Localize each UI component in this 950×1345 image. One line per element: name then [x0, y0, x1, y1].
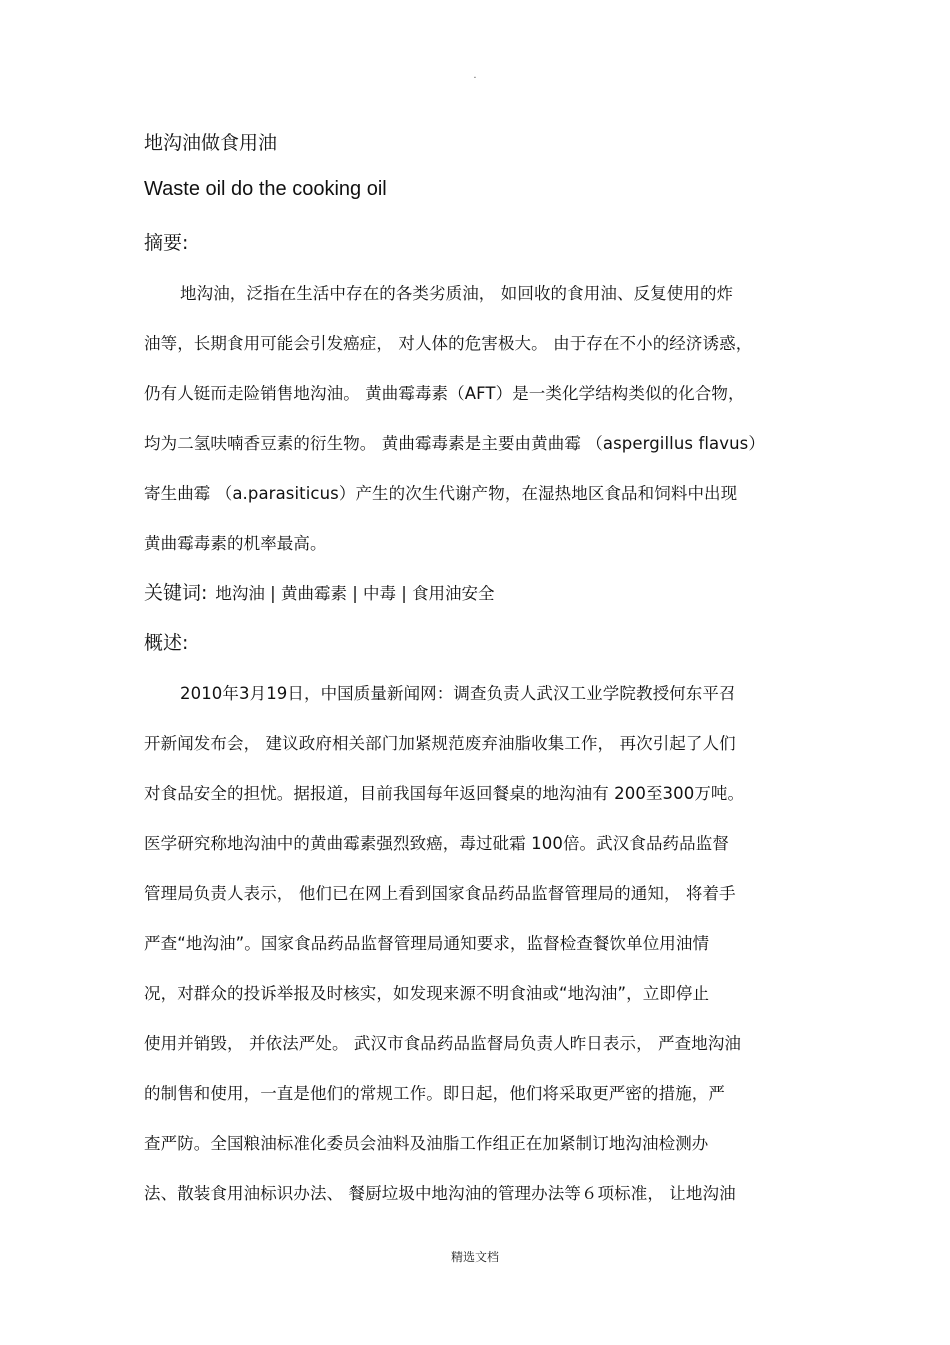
abstract-line: 地沟油，泛指在生活中存在的各类劣质油， 如回收的食用油、反复使用的炸 [180, 284, 734, 303]
abstract-line: 油等，长期食用可能会引发癌症， 对人体的危害极大。 由于存在不小的经济诱惑， [144, 334, 753, 353]
title-chinese: 地沟油做食用油 [144, 132, 278, 154]
keywords-list: 地沟油 | 黄曲霉素 | 中毒 | 食用油安全 [215, 584, 495, 603]
overview-line: 管理局负责人表示， 他们已在网上看到国家食品药品监督管理局的通知， 将着手 [144, 884, 736, 903]
keywords-label: 关键词: [144, 582, 208, 604]
overview-line: 2010年3月19日，中国质量新闻网：调查负责人武汉工业学院教授何东平召 [180, 684, 736, 703]
overview-line: 使用并销毁， 并依法严处。 武汉市食品药品监督局负责人昨日表示， 严查地沟油 [144, 1034, 742, 1053]
overview-line: 查严防。全国粮油标准化委员会油料及油脂工作组正在加紧制订地沟油检测办 [144, 1134, 709, 1153]
abstract-line: 均为二氢呋喃香豆素的衍生物。 黄曲霉毒素是主要由黄曲霉 （aspergillus flavus） [144, 434, 765, 453]
abstract-line: 仍有人铤而走险销售地沟油。 黄曲霉毒素（AFT）是一类化学结构类似的化合物， [144, 384, 745, 403]
overview-line: 医学研究称地沟油中的黄曲霉素强烈致癌，毒过砒霜 100倍。武汉食品药品监督 [144, 834, 729, 853]
header-mark: . [473, 70, 477, 81]
title-english: Waste oil do the cooking oil [144, 178, 387, 200]
keywords-row [144, 578, 495, 605]
overview-line: 况，对群众的投诉举报及时核实，如发现来源不明食油或“地沟油”，立即停止 [144, 984, 710, 1003]
overview-label: 概述: [144, 632, 189, 654]
overview-line: 对食品安全的担忧。据报道，目前我国每年返回餐桌的地沟油有 200至300万吨。 [144, 784, 745, 803]
overview-line: 开新闻发布会， 建议政府相关部门加紧规范废弃油脂收集工作， 再次引起了人们 [144, 734, 736, 753]
abstract-label: 摘要: [144, 232, 189, 254]
overview-line: 严查“地沟油”。国家食品药品监督管理局通知要求，监督检查餐饮单位用油情 [144, 934, 710, 953]
abstract-line: 黄曲霉毒素的机率最高。 [144, 534, 327, 553]
overview-line: 的制售和使用，一直是他们的常规工作。即日起，他们将采取更严密的措施，严 [144, 1084, 725, 1103]
overview-line: 法、散装食用油标识办法、 餐厨垃圾中地沟油的管理办法等６项标准， 让地沟油 [144, 1184, 736, 1203]
abstract-line: 寄生曲霉 （a.parasiticus）产生的次生代谢产物，在湿热地区食品和饲料中出现 [144, 484, 738, 503]
page-footer: 精选文档 [450, 1250, 499, 1264]
